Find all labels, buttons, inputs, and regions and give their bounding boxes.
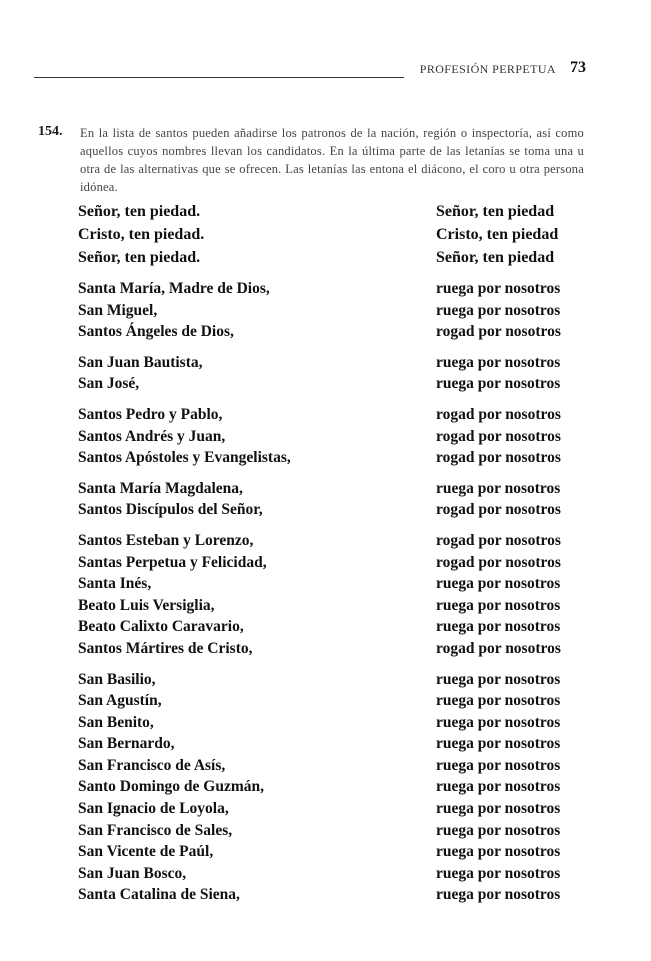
litany-group bbox=[78, 404, 588, 469]
response: ruega por nosotros bbox=[436, 778, 561, 796]
running-title: PROFESIÓN PERPETUA bbox=[419, 62, 556, 76]
response: ruega por nosotros bbox=[436, 596, 561, 614]
response: ruega por nosotros bbox=[436, 886, 561, 904]
response: Señor, ten piedad bbox=[436, 203, 555, 220]
response: ruega por nosotros bbox=[436, 479, 561, 497]
invocation: San Bernardo, bbox=[78, 735, 175, 753]
invocation: Beato Calixto Caravario, bbox=[78, 618, 244, 636]
invocation: Santos Andrés y Juan, bbox=[78, 427, 226, 445]
response: rogad por nosotros bbox=[436, 639, 561, 657]
litany-group bbox=[78, 669, 588, 907]
litany-list bbox=[78, 200, 588, 915]
invocation: San Juan Bautista, bbox=[78, 353, 203, 371]
response: ruega por nosotros bbox=[436, 301, 561, 319]
invocation: Señor, ten piedad. bbox=[78, 203, 201, 220]
invocation: Santos Apóstoles y Evangelistas, bbox=[78, 449, 291, 467]
litany-group bbox=[78, 200, 588, 269]
litany-row bbox=[78, 733, 588, 755]
invocation: Santos Mártires de Cristo, bbox=[78, 639, 253, 657]
litany-row bbox=[78, 530, 588, 552]
invocation: San Francisco de Asís, bbox=[78, 756, 226, 774]
invocation: Santos Pedro y Pablo, bbox=[78, 405, 223, 423]
header-rule bbox=[34, 77, 404, 78]
invocation: Cristo, ten piedad. bbox=[78, 226, 205, 243]
invocation: Santos Discípulos del Señor, bbox=[78, 501, 263, 519]
response: ruega por nosotros bbox=[436, 735, 561, 753]
response: ruega por nosotros bbox=[436, 864, 561, 882]
litany-group bbox=[78, 478, 588, 521]
response: ruega por nosotros bbox=[436, 670, 561, 688]
litany-group bbox=[78, 530, 588, 660]
litany-row bbox=[78, 478, 588, 500]
litany-row bbox=[78, 595, 588, 617]
litany-row bbox=[78, 690, 588, 712]
invocation: Santa María Magdalena, bbox=[78, 479, 243, 497]
response: ruega por nosotros bbox=[436, 618, 561, 636]
response: rogad por nosotros bbox=[436, 405, 561, 423]
invocation: San Vicente de Paúl, bbox=[78, 843, 214, 861]
response: Cristo, ten piedad bbox=[436, 226, 559, 243]
litany-row bbox=[78, 669, 588, 691]
response: rogad por nosotros bbox=[436, 553, 561, 571]
litany-group bbox=[78, 278, 588, 343]
invocation: Santa Catalina de Siena, bbox=[78, 886, 240, 904]
litany-row bbox=[78, 616, 588, 638]
invocation: Santa Inés, bbox=[78, 575, 152, 593]
invocation: Santo Domingo de Guzmán, bbox=[78, 778, 265, 796]
response: ruega por nosotros bbox=[436, 575, 561, 593]
response: ruega por nosotros bbox=[436, 843, 561, 861]
rubric-number: 154. bbox=[38, 124, 63, 139]
invocation: San Benito, bbox=[78, 713, 154, 731]
invocation: Santa María, Madre de Dios, bbox=[78, 280, 270, 297]
litany-row bbox=[78, 841, 588, 863]
response: ruega por nosotros bbox=[436, 800, 561, 818]
litany-row bbox=[78, 798, 588, 820]
invocation: Beato Luis Versiglia, bbox=[78, 596, 215, 614]
response: rogad por nosotros bbox=[436, 427, 561, 445]
litany-row bbox=[78, 552, 588, 574]
litany-row bbox=[78, 755, 588, 777]
litany-row bbox=[78, 863, 588, 885]
litany-row bbox=[78, 246, 588, 269]
response: ruega por nosotros bbox=[436, 353, 561, 371]
response: ruega por nosotros bbox=[436, 713, 561, 731]
litany-row bbox=[78, 426, 588, 448]
response: rogad por nosotros bbox=[436, 501, 561, 519]
litany-row bbox=[78, 884, 588, 906]
invocation: Señor, ten piedad. bbox=[78, 249, 201, 266]
response: rogad por nosotros bbox=[436, 449, 561, 467]
litany-row bbox=[78, 200, 588, 223]
response: ruega por nosotros bbox=[436, 280, 561, 297]
response: rogad por nosotros bbox=[436, 531, 561, 549]
invocation: San José, bbox=[78, 375, 140, 393]
invocation: Santos Esteban y Lorenzo, bbox=[78, 531, 254, 549]
litany-row bbox=[78, 712, 588, 734]
invocation: Santas Perpetua y Felicidad, bbox=[78, 553, 267, 571]
litany-row bbox=[78, 499, 588, 521]
litany-row bbox=[78, 447, 588, 469]
response: ruega por nosotros bbox=[436, 756, 561, 774]
invocation: Santos Ángeles de Dios, bbox=[78, 323, 234, 341]
litany-row bbox=[78, 278, 588, 300]
page-header bbox=[34, 60, 586, 84]
litany-row bbox=[78, 638, 588, 660]
invocation: San Agustín, bbox=[78, 692, 162, 710]
response: ruega por nosotros bbox=[436, 821, 561, 839]
response: Señor, ten piedad bbox=[436, 249, 555, 266]
litany-row bbox=[78, 776, 588, 798]
litany-row bbox=[78, 352, 588, 374]
litany-row bbox=[78, 373, 588, 395]
rubric-text: En la lista de santos pueden añadirse los patronos de la nación, región o inspectoría, así como aquellos cuyos nombres llevan los candidatos. En la última parte de las letanías se toma una u otra de las alternativas que se ofrecen. Las letanías las entona el diácono, el coro u otra persona idónea. bbox=[80, 126, 584, 194]
invocation: San Francisco de Sales, bbox=[78, 821, 233, 839]
litany-row bbox=[78, 573, 588, 595]
litany-group bbox=[78, 352, 588, 395]
page-number: 73 bbox=[570, 59, 586, 76]
response: ruega por nosotros bbox=[436, 375, 561, 393]
response: ruega por nosotros bbox=[436, 692, 561, 710]
litany-row bbox=[78, 321, 588, 343]
litany-row bbox=[78, 300, 588, 322]
litany-row bbox=[78, 404, 588, 426]
invocation: San Miguel, bbox=[78, 301, 158, 319]
invocation: San Ignacio de Loyola, bbox=[78, 800, 229, 818]
litany-row bbox=[78, 820, 588, 842]
invocation: San Basilio, bbox=[78, 670, 156, 688]
invocation: San Juan Bosco, bbox=[78, 864, 187, 882]
litany-row bbox=[78, 223, 588, 246]
response: rogad por nosotros bbox=[436, 323, 561, 341]
